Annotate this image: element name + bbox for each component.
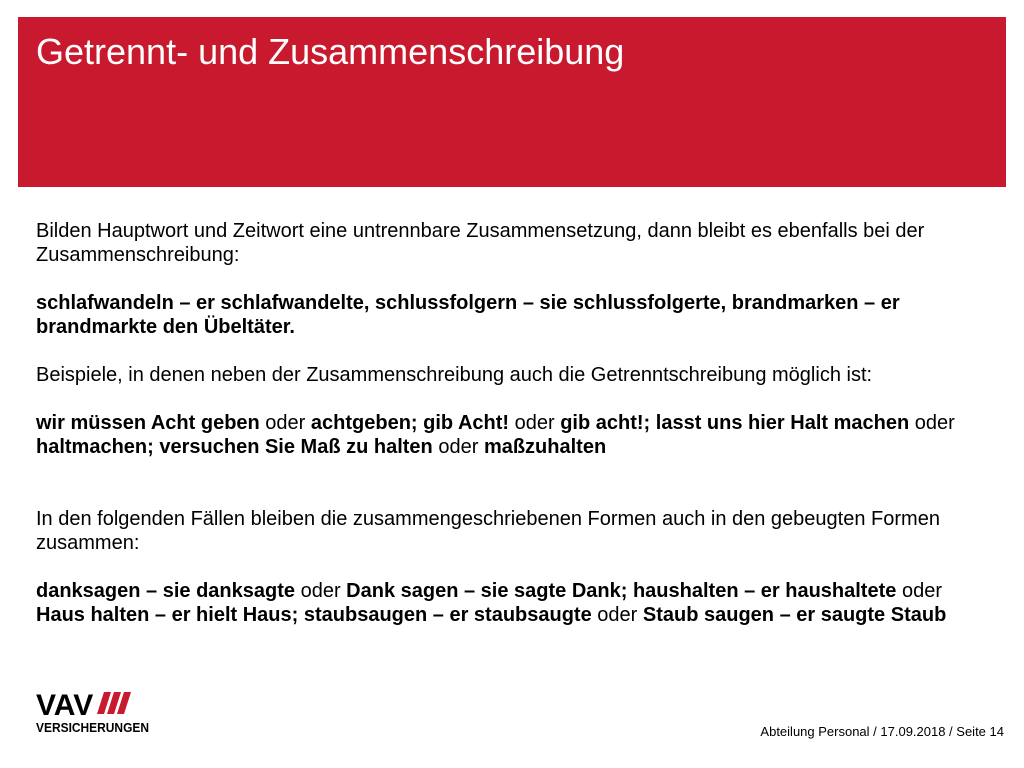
vav-logo: [36, 688, 156, 741]
logo-text-bottom: VERSICHERUNGEN: [36, 720, 149, 735]
example-text: danksagen – sie danksagte: [36, 580, 296, 602]
example-text: Staub saugen – er saugte Staub: [642, 604, 947, 626]
third-paragraph: In den folgenden Fällen bleiben die zusammengeschriebenen Formen auch in den gebeugten Formen zusammen:: [36, 508, 940, 554]
example-text: Dank sagen – sie sagte Dank; haushalten – er haushaltete: [346, 580, 897, 602]
logo-text-top: VAV: [36, 689, 94, 722]
second-paragraph: Beispiele, in denen neben der Zusammenschreibung auch die Getrenntschreibung möglich ist:: [36, 364, 873, 386]
example-block-1: [36, 291, 996, 339]
or-text: oder: [295, 580, 347, 602]
example-text: achtgeben; gib Acht!: [310, 412, 510, 434]
example-text: Haus halten – er hielt Haus; staubsaugen – er staubsaugte: [36, 604, 592, 626]
intro-paragraph: Bilden Hauptwort und Zeitwort eine untrennbare Zusammensetzung, dann bleibt es ebenfalls bei der Zusammenschreibung:: [36, 220, 925, 266]
example-block-2: [36, 411, 996, 459]
vav-logo-graphic: [36, 688, 156, 736]
or-text: oder: [591, 604, 643, 626]
example-block-3: [36, 579, 996, 627]
slide-body: [36, 219, 996, 627]
or-text: oder: [909, 412, 955, 434]
example-text: maßzuhalten: [483, 436, 607, 458]
logo-stripes: [97, 692, 131, 714]
slide-title: Getrennt- und Zusammenschreibung: [36, 31, 625, 72]
or-text: oder: [432, 436, 484, 458]
example-text: wir müssen Acht geben: [36, 412, 260, 434]
footer-info: Abteilung Personal / 17.09.2018 / Seite 14: [760, 724, 1004, 739]
example-text: schlafwandeln – er schlafwandelte, schlussfolgern – sie schlussfolgerte, brandmarken – er brandmarkte den Übeltäter.: [36, 292, 900, 338]
or-text: oder: [509, 412, 561, 434]
example-text: haltmachen; versuchen Sie Maß zu halten: [36, 436, 433, 458]
example-text: gib acht!; lasst uns hier Halt machen: [560, 412, 910, 434]
or-text: oder: [896, 580, 942, 602]
title-banner: [18, 17, 1006, 187]
or-text: oder: [259, 412, 311, 434]
